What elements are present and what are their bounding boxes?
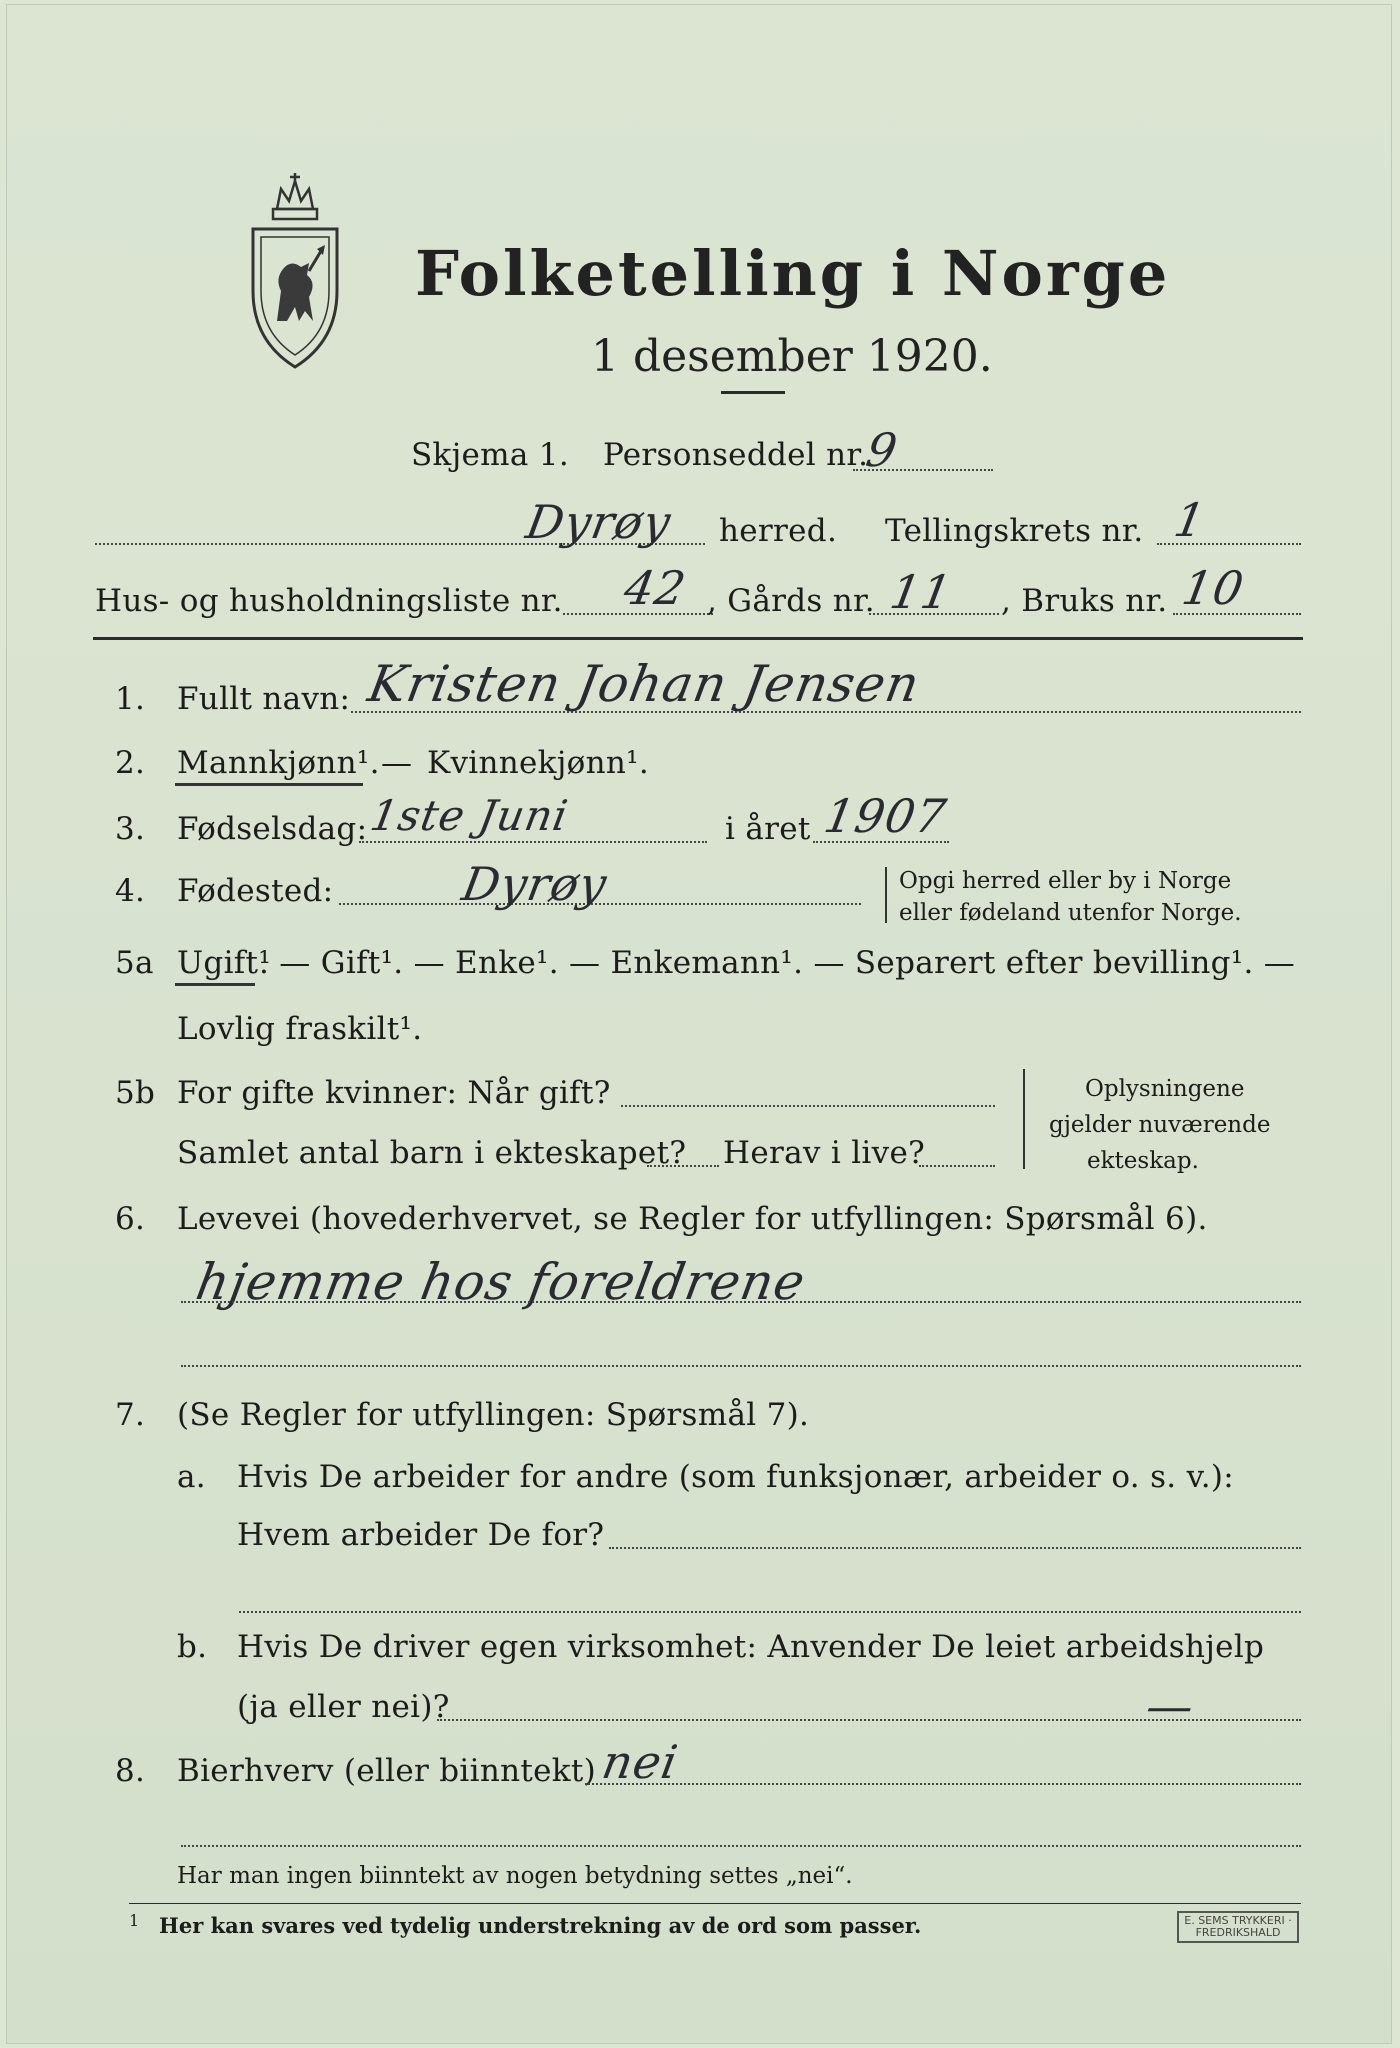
hus-label: Hus- og husholdningsliste nr.: [95, 583, 563, 619]
side-income-note: Har man ingen biinntekt av nogen betydning settes „nei“.: [177, 1863, 853, 1889]
tellingskrets-label: Tellingskrets nr.: [885, 513, 1144, 549]
birth-year-value[interactable]: 1907: [820, 789, 951, 843]
title-divider: [721, 391, 785, 394]
printer-stamp: E. SEMS TRYKKERI · FREDRIKSHALD: [1177, 1911, 1299, 1943]
gender-female[interactable]: Kvinnekjønn¹.: [427, 745, 650, 781]
q7b-number: b.: [177, 1629, 208, 1665]
gender-separator: —: [381, 745, 413, 781]
form-paper: [6, 4, 1392, 2044]
gender-male[interactable]: Mannkjønn¹.: [177, 745, 380, 781]
status-ugift-underline: [175, 983, 255, 986]
employer-line2: [239, 1611, 1301, 1613]
gender-male-underline: [175, 783, 363, 786]
birthplace-value[interactable]: Dyrøy: [458, 857, 612, 911]
norwegian-lion-crest-icon: [247, 171, 343, 371]
q1-label: Fullt navn:: [177, 681, 351, 717]
full-name-value[interactable]: Kristen Johan Jensen: [363, 655, 925, 713]
skjema-label: Skjema 1.: [411, 437, 569, 473]
status-ugift[interactable]: Ugift¹: [177, 945, 272, 981]
hus-value[interactable]: 42: [620, 561, 691, 615]
q3-number: 3.: [115, 811, 146, 847]
employer-line1: [609, 1547, 1301, 1549]
q7b-line1: Hvis De driver egen virksomhet: Anvender De leiet arbeidshjelp: [237, 1629, 1265, 1665]
q5a-number: 5a: [115, 945, 154, 981]
hired-help-value[interactable]: —: [1142, 1679, 1199, 1733]
q5b-alive-label: Herav i live?: [723, 1135, 926, 1171]
q5b-note3: ekteskap.: [1087, 1148, 1199, 1174]
q4-label: Fødested:: [177, 873, 334, 909]
side-income-value[interactable]: nei: [598, 1735, 683, 1789]
q6-line2: [181, 1365, 1301, 1367]
header-divider: [93, 637, 1303, 640]
q7b-line2: (ja eller nei)?: [237, 1689, 450, 1725]
q5b-note1: Oplysningene: [1085, 1076, 1245, 1102]
q5b-brace: [1023, 1069, 1025, 1169]
herred-value[interactable]: Dyrøy: [522, 495, 676, 549]
personseddel-value[interactable]: 9: [862, 423, 903, 477]
q8-number: 8.: [115, 1753, 146, 1789]
q5b-number: 5b: [115, 1075, 156, 1111]
tellingskrets-value[interactable]: 1: [1170, 493, 1211, 547]
alive-line: [919, 1165, 995, 1167]
q7-label: (Se Regler for utfyllingen: Spørsmål 7).: [177, 1397, 810, 1433]
q6-number: 6.: [115, 1201, 146, 1237]
bruks-label: , Bruks nr.: [1001, 583, 1168, 619]
q7a-number: a.: [177, 1459, 206, 1495]
q3-line: [359, 841, 707, 843]
q2-number: 2.: [115, 745, 146, 781]
q8-line2: [181, 1845, 1301, 1847]
q7a-line2: Hvem arbeider De for?: [237, 1517, 605, 1553]
q6-label: Levevei (hovederhvervet, se Regler for utfyllingen: Spørsmål 6).: [177, 1201, 1208, 1237]
q5b-line1: For gifte kvinner: Når gift?: [177, 1075, 611, 1111]
q4-note-line2: eller fødeland utenfor Norge.: [899, 900, 1242, 926]
footnote-number: 1: [129, 1911, 140, 1930]
form-title: Folketelling i Norge: [415, 237, 1171, 310]
q4-number: 4.: [115, 873, 146, 909]
q5b-note2: gjelder nuværende: [1049, 1112, 1271, 1138]
q6-line1: [181, 1301, 1301, 1303]
q7a-line1: Hvis De arbeider for andre (som funksjonær, arbeider o. s. v.):: [237, 1459, 1235, 1495]
birthday-value[interactable]: 1ste Juni: [366, 791, 573, 840]
q8-line1: [585, 1783, 1301, 1785]
herred-label: herred.: [719, 513, 838, 549]
married-when-line: [621, 1105, 995, 1107]
q1-number: 1.: [115, 681, 146, 717]
year-label: i året: [725, 811, 811, 847]
bruks-value[interactable]: 10: [1178, 561, 1249, 615]
census-date: 1 desember 1920.: [591, 331, 993, 382]
children-line: [647, 1165, 719, 1167]
q7-number: 7.: [115, 1397, 146, 1433]
status-fraskilt[interactable]: Lovlig fraskilt¹.: [177, 1011, 423, 1047]
marital-status-options: . — Gift¹. — Enke¹. — Enkemann¹. — Separert efter bevilling¹. —: [259, 945, 1296, 981]
q4-note-line1: Opgi herred eller by i Norge: [899, 868, 1232, 894]
q3-label: Fødselsdag:: [177, 811, 368, 847]
footnote-divider: [129, 1903, 1301, 1904]
footnote-text: Her kan svares ved tydelig understrekning av de ord som passer.: [159, 1913, 922, 1938]
q4-brace: [885, 867, 887, 923]
gards-label: , Gårds nr.: [707, 583, 875, 619]
q5b-children-label: Samlet antal barn i ekteskapet?: [177, 1135, 687, 1171]
occupation-value[interactable]: hjemme hos foreldrene: [191, 1253, 810, 1311]
personseddel-label: Personseddel nr.: [603, 437, 869, 473]
gards-value[interactable]: 11: [886, 565, 957, 619]
q8-label: Bierhverv (eller biinntekt): [177, 1753, 597, 1789]
